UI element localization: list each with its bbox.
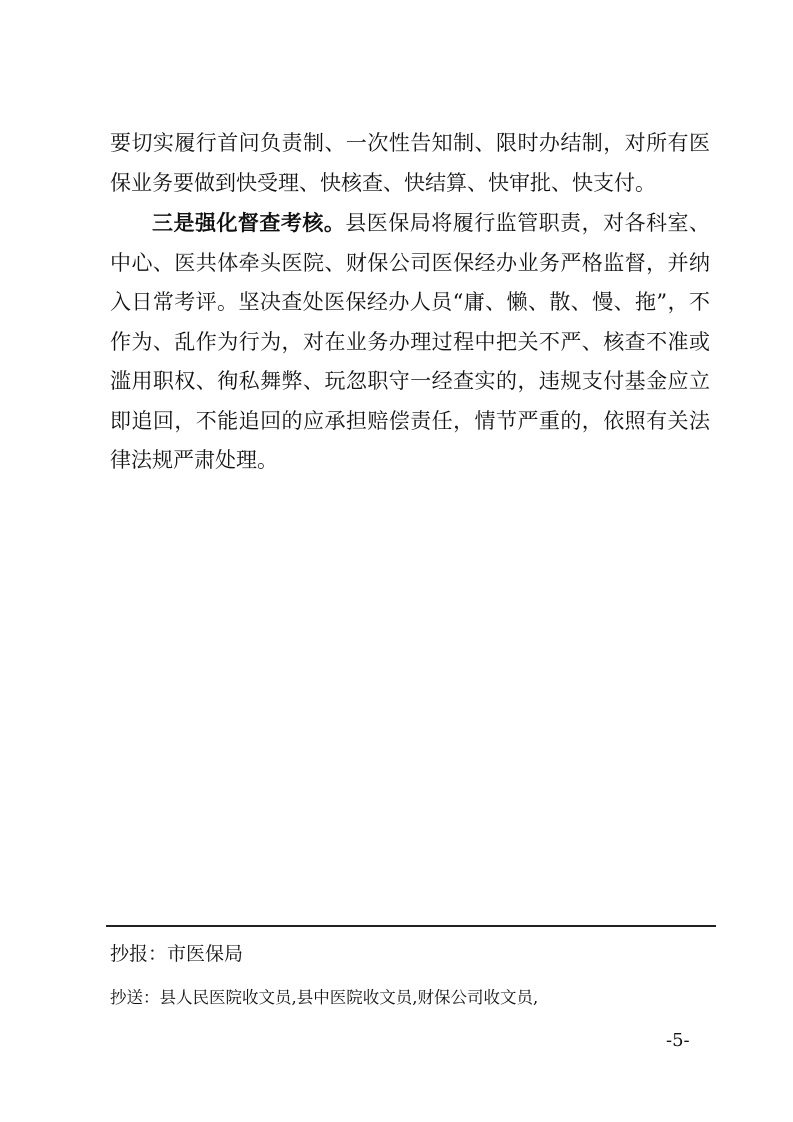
copy-to-line: 抄送：县人民医院收文员,县中医院收文员,财保公司收文员, [110, 988, 539, 1007]
report-to-line: 抄报：市医保局 [110, 943, 244, 965]
page-number: -5- [666, 1030, 690, 1051]
paragraph-1: 要切实履行首问负责制、一次性告知制、限时办结制，对所有医保业务要做到快受理、快核查、快结算、快审批、快支付。 [110, 131, 710, 195]
document-body [110, 124, 710, 481]
paragraph-2-lead: 三是强化督查考核。 [152, 210, 346, 235]
distribution-block [106, 925, 716, 1007]
paragraph-2-text: 县医保局将履行监管职责，对各科室、中心、医共体牵头医院、财保公司医保经办业务严格监督，并纳入日常考评。坚决查处医保经办人员“庸、懒、散、慢、拖”，不作为、乱作为行为，对在业务办理过程中把关不严、核查不准或滥用职权、徇私舞弊、玩忽职守一经查实的，违规支付基金应立即追回，不能追回的应承担赔偿责任，情节严重的，依照有关法律法规严肃处理。 [110, 211, 711, 472]
paragraph-2 [110, 203, 710, 481]
distribution-divider [106, 925, 716, 927]
